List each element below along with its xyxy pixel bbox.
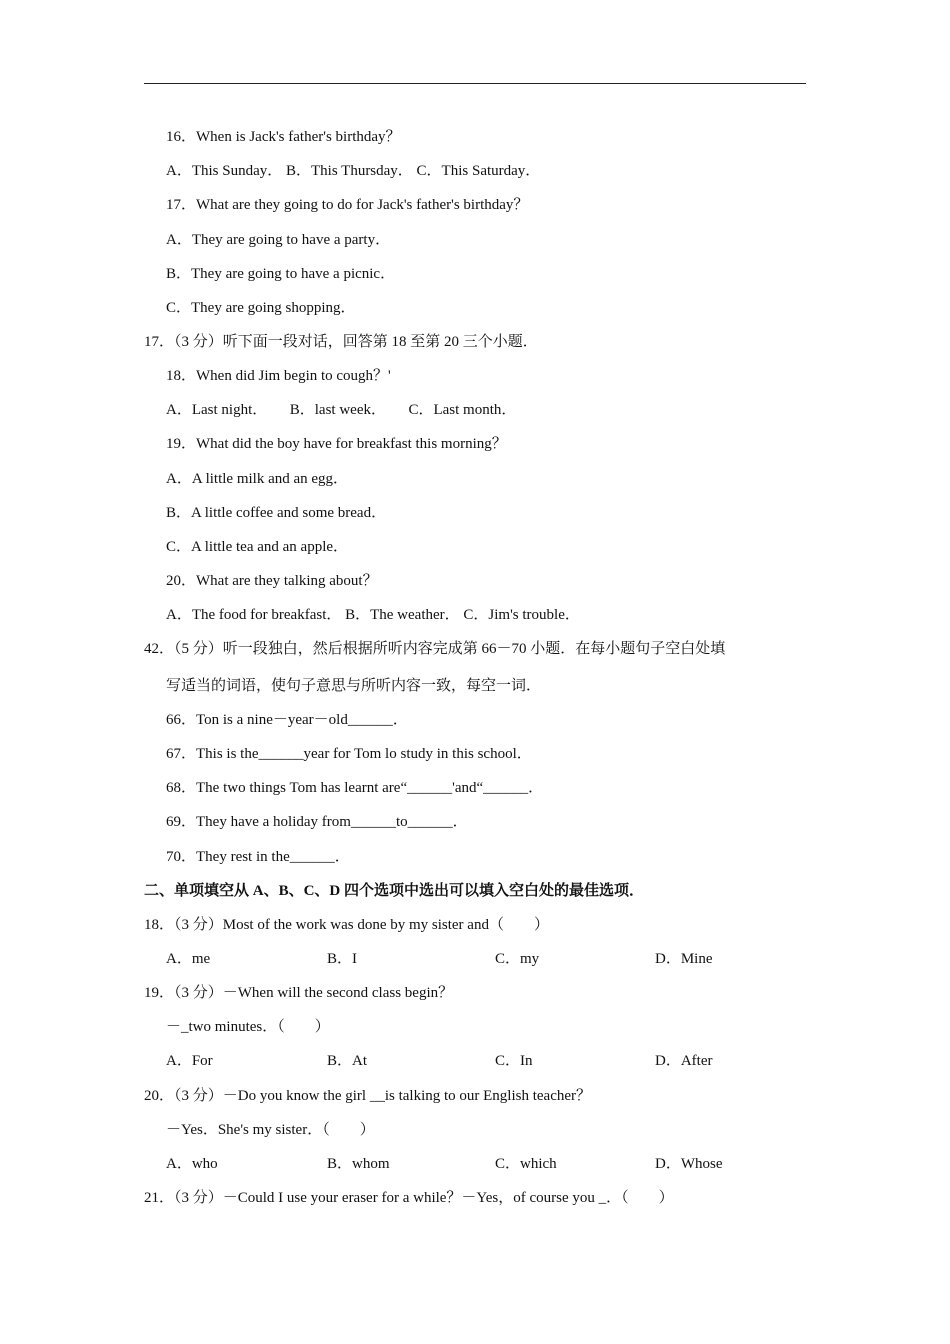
question-69: 69．They have a holiday from______to______．: [166, 814, 468, 830]
question-16: 16．When is Jack's father's birthday？: [166, 129, 401, 145]
question-20-options: A．The food for breakfast． B．The weather． C．Jim's trouble．: [166, 607, 580, 623]
mc-18-option-b: B．I: [327, 951, 358, 967]
mc-19-option-a: A．For: [166, 1053, 213, 1069]
mc-20-option-d: D．Whose: [655, 1156, 723, 1172]
question-17-option-b: B．They are going to have a picnic．: [166, 266, 396, 282]
section-17-header: 17．（3 分）听下面一段对话，回答第 18 至第 20 三个小题．: [144, 334, 538, 350]
question-67: 67．This is the______year for Tom lo study in this school．: [166, 746, 532, 762]
question-17: 17．What are they going to do for Jack's father's birthday？: [166, 197, 529, 213]
question-16-options: A．This Sunday． B．This Thursday． C．This Saturday．: [166, 163, 541, 179]
mc-question-20: 20．（3 分）－Do you know the girl __is talking to our English teacher？: [144, 1088, 592, 1104]
header-rule: [144, 83, 806, 84]
section-42-header-line1: 42．（5 分）听一段独白，然后根据所听内容完成第 66－70 小题．在每小题句子空白处填: [144, 641, 726, 657]
mc-18-option-c: C．my: [495, 951, 540, 967]
part-2-title: 二、单项填空从 A、B、C、D 四个选项中选出可以填入空白处的最佳选项．: [144, 883, 645, 899]
mc-18-option-d: D．Mine: [655, 951, 713, 967]
question-19-option-a: A．A little milk and an egg．: [166, 471, 349, 487]
question-19: 19．What did the boy have for breakfast this morning？: [166, 436, 507, 452]
question-17-option-c: C．They are going shopping．: [166, 300, 356, 316]
mc-20-answer-line: －Yes．She's my sister．（ ）: [166, 1122, 375, 1138]
question-68: 68．The two things Tom has learnt are“______'and“______．: [166, 780, 544, 796]
section-42-header-line2: 写适当的词语，使句子意思与所听内容一致，每空一词．: [166, 678, 542, 694]
question-66: 66．Ton is a nine－year－old______．: [166, 712, 408, 728]
mc-question-19: 19．（3 分）－When will the second class begin？: [144, 985, 454, 1001]
mc-20-option-b: B．whom: [327, 1156, 390, 1172]
mc-19-answer-line: －_two minutes．（ ）: [166, 1019, 330, 1035]
question-20: 20．What are they talking about？: [166, 573, 378, 589]
mc-19-option-b: B．At: [327, 1053, 368, 1069]
mc-20-option-c: C．which: [495, 1156, 557, 1172]
question-17-option-a: A．They are going to have a party．: [166, 232, 391, 248]
question-18: 18．When did Jim begin to cough？': [166, 368, 391, 384]
mc-20-option-a: A．who: [166, 1156, 218, 1172]
question-70: 70．They rest in the______．: [166, 849, 350, 865]
mc-19-option-c: C．In: [495, 1053, 533, 1069]
question-18-options: A．Last night． B．last week． C．Last month．: [166, 402, 517, 418]
mc-question-18: 18．（3 分）Most of the work was done by my sister and（ ）: [144, 917, 549, 933]
question-19-option-c: C．A little tea and an apple．: [166, 539, 349, 555]
mc-18-option-a: A．me: [166, 951, 211, 967]
question-19-option-b: B．A little coffee and some bread．: [166, 505, 387, 521]
mc-question-21: 21．（3 分）－Could I use your eraser for a while？－Yes，of course you _．（ ）: [144, 1190, 674, 1206]
mc-19-option-d: D．After: [655, 1053, 713, 1069]
